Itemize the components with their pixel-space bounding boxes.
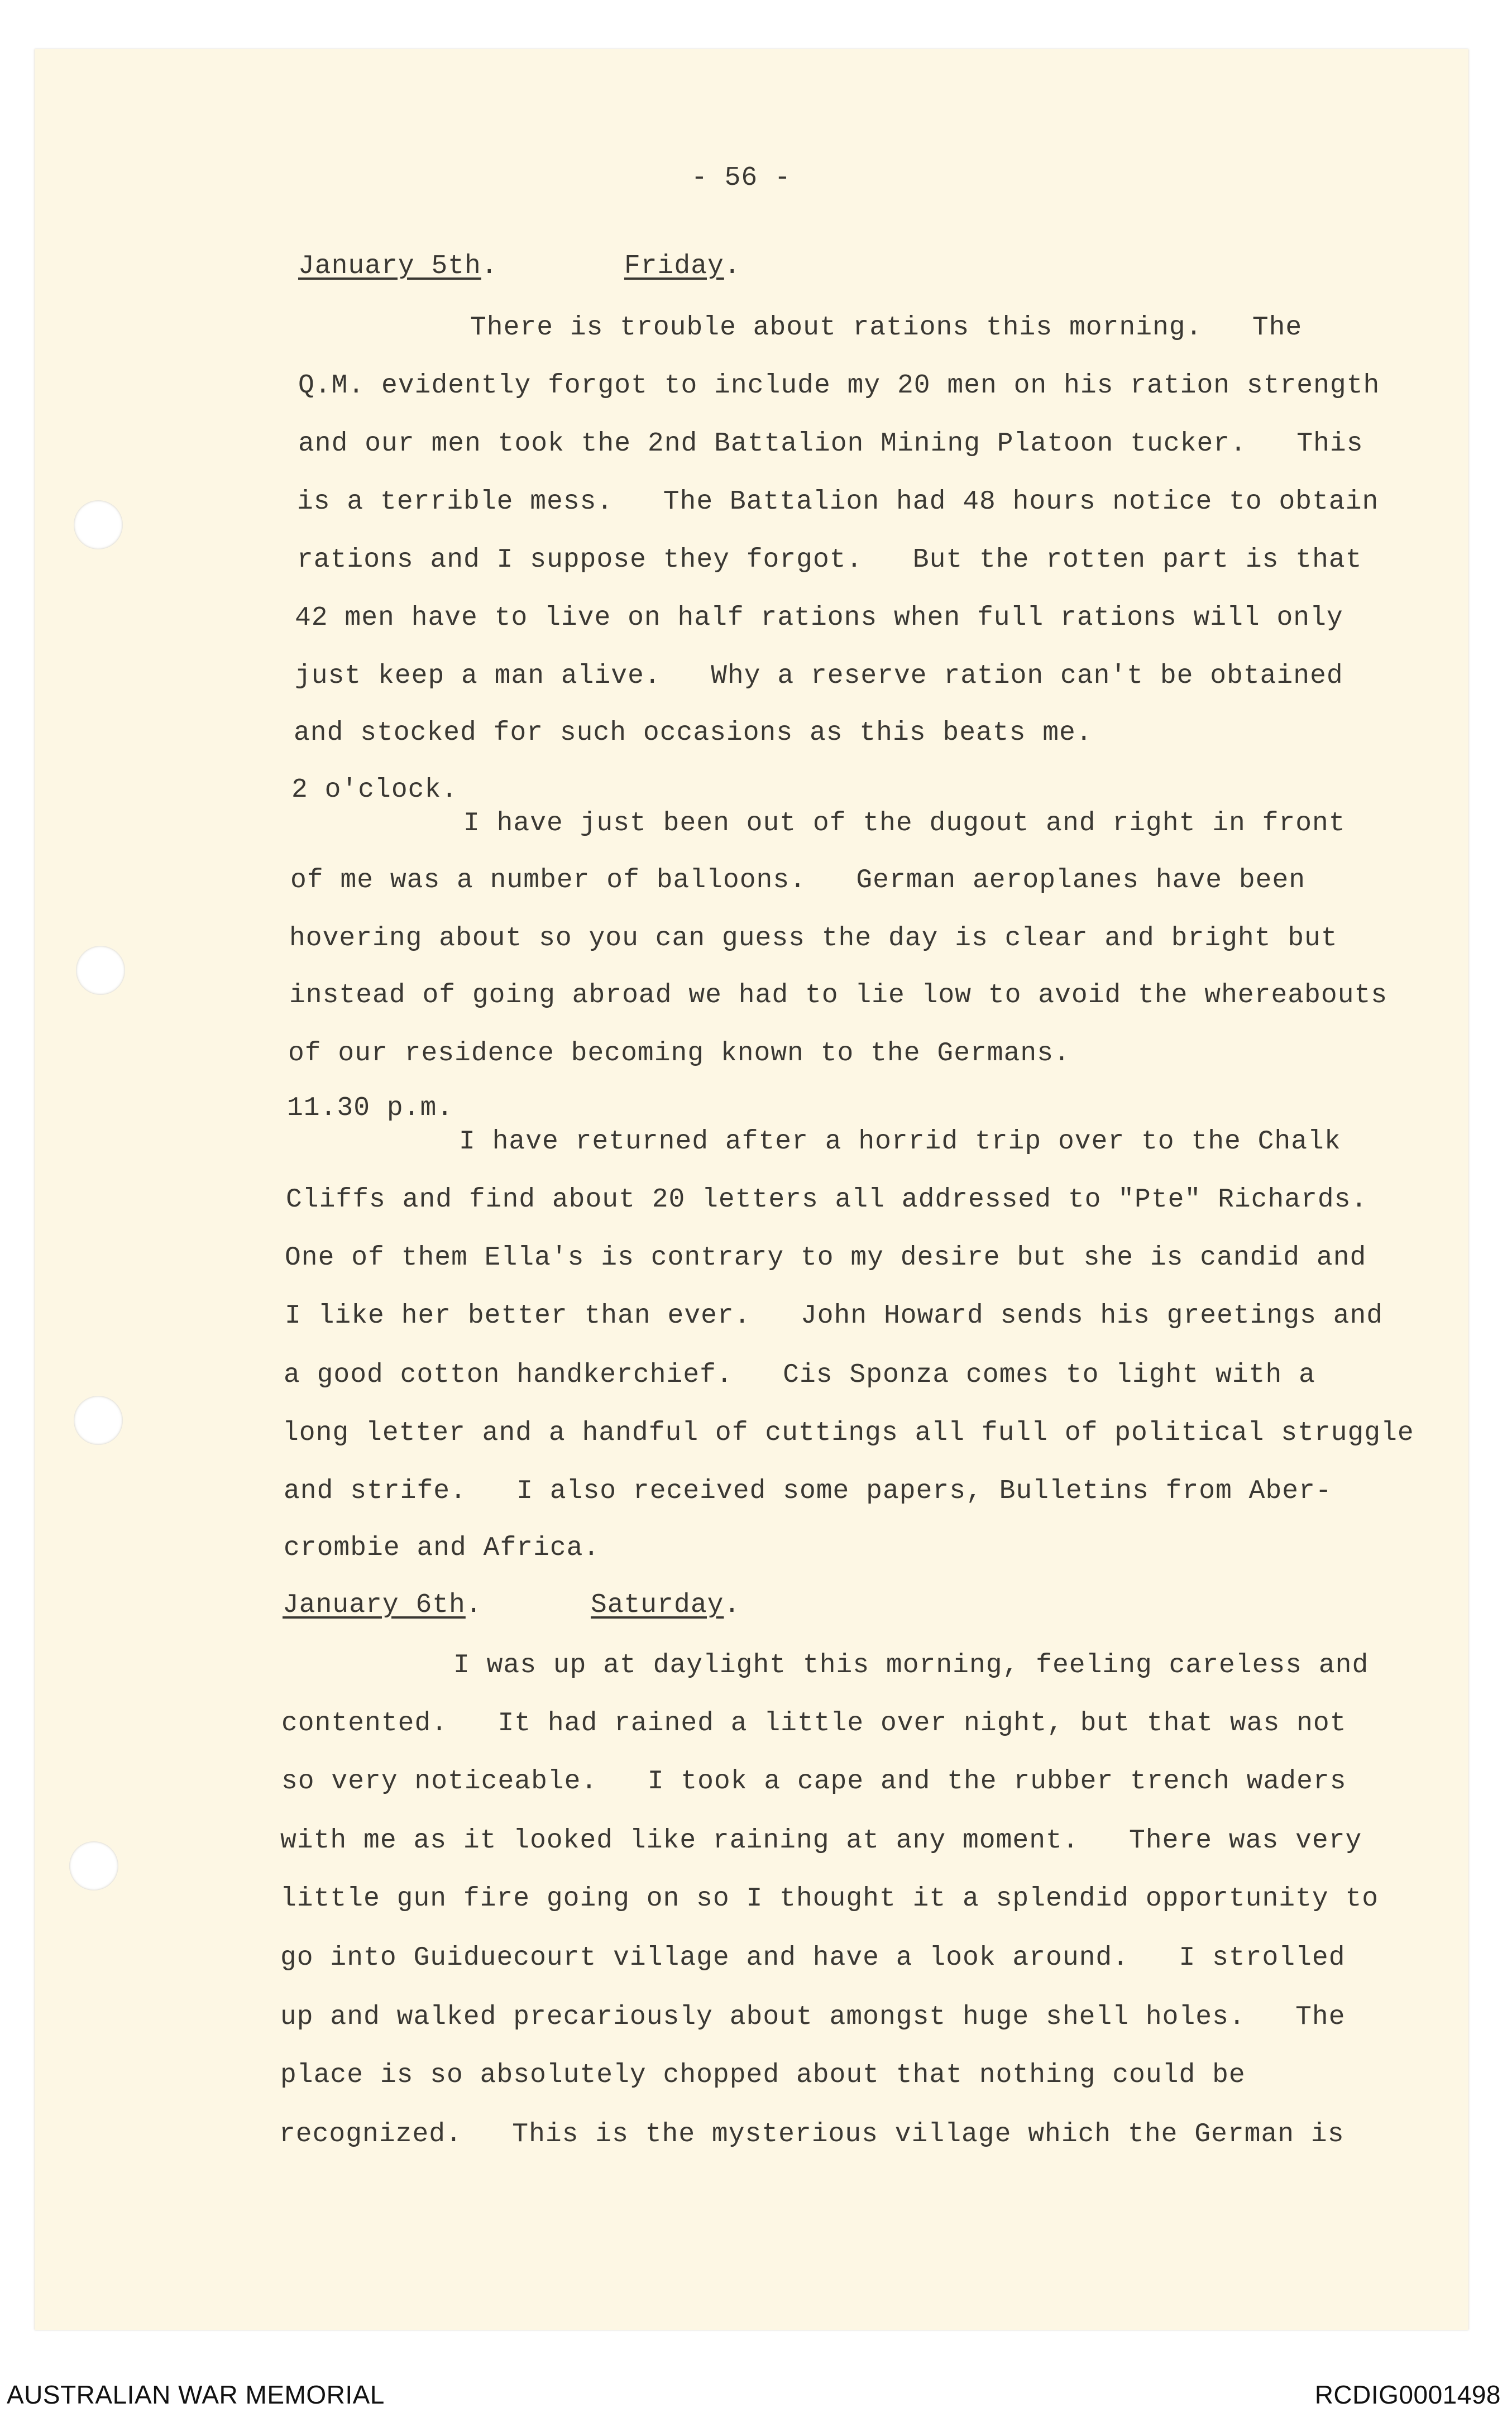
text-line: and stocked for such occasions as this beats me. xyxy=(294,718,1093,748)
text-line: I like her better than ever. John Howard sends his greetings and xyxy=(285,1301,1384,1331)
punch-hole xyxy=(74,1396,123,1445)
punch-hole xyxy=(76,946,125,995)
text-line: go into Guiduecourt village and have a look around. I strolled xyxy=(280,1943,1346,1973)
page-number: - 56 - xyxy=(691,163,791,193)
text-line: crombie and Africa. xyxy=(284,1533,600,1563)
time-heading: 11.30 p.m. xyxy=(287,1093,454,1123)
footer-identifier: RCDIG0001498 xyxy=(1314,2380,1501,2409)
text-line: a good cotton handkerchief. Cis Sponza comes to light with a xyxy=(284,1360,1315,1390)
text-line: I have just been out of the dugout and right in front xyxy=(463,808,1346,839)
text-line: is a terrible mess. The Battalion had 48 hours notice to obtain xyxy=(297,487,1379,517)
text-line: recognized. This is the mysterious village which the German is xyxy=(279,2119,1344,2150)
time-heading: 2 o'clock. xyxy=(291,775,458,805)
text-line: and our men took the 2nd Battalion Mining Platoon tucker. This xyxy=(298,429,1363,459)
text-line: instead of going abroad we had to lie low to avoid the whereabouts xyxy=(289,980,1388,1011)
text-line: One of them Ella's is contrary to my desire but she is candid and xyxy=(285,1243,1367,1273)
text-line: little gun fire going on so I thought it a splendid opportunity to xyxy=(280,1884,1379,1914)
punch-hole xyxy=(74,500,123,549)
text-line: and strife. I also received some papers, Bulletins from Aber- xyxy=(284,1476,1332,1506)
entry-day: Saturday. xyxy=(591,1590,741,1620)
text-line: up and walked precariously about amongst huge shell holes. The xyxy=(280,2002,1346,2032)
text-line: hovering about so you can guess the day is clear and bright but xyxy=(289,923,1338,954)
text-line: 42 men have to live on half rations when full rations will only xyxy=(295,603,1343,633)
text-line: of our residence becoming known to the Germans. xyxy=(288,1038,1070,1069)
text-line: with me as it looked like raining at any moment. There was very xyxy=(280,1826,1362,1856)
text-line: contented. It had rained a little over night, but that was not xyxy=(281,1708,1347,1739)
text-line: There is trouble about rations this morning. The xyxy=(470,313,1303,343)
entry-heading: January 5th. xyxy=(298,251,498,281)
text-line: I have returned after a horrid trip over to the Chalk xyxy=(459,1127,1341,1157)
text-line: so very noticeable. I took a cape and the rubber trench waders xyxy=(281,1767,1347,1797)
text-line: of me was a number of balloons. German aeroplanes have been xyxy=(290,865,1306,896)
text-line: place is so absolutely chopped about that nothing could be xyxy=(280,2060,1246,2090)
text-line: just keep a man alive. Why a reserve ration can't be obtained xyxy=(295,661,1343,691)
entry-heading: January 6th. xyxy=(283,1590,482,1620)
entry-date: January 6th xyxy=(283,1590,466,1620)
text-line: long letter and a handful of cuttings all full of political struggle xyxy=(283,1418,1414,1448)
text-line: I was up at daylight this morning, feeling careless and xyxy=(453,1650,1369,1681)
footer-institution: AUSTRALIAN WAR MEMORIAL xyxy=(7,2380,385,2409)
text-line: Cliffs and find about 20 letters all addressed to "Pte" Richards. xyxy=(286,1185,1368,1215)
entry-day: Friday. xyxy=(624,251,741,281)
text-line: rations and I suppose they forgot. But the rotten part is that xyxy=(297,545,1362,575)
punch-hole xyxy=(69,1841,118,1890)
text-line: Q.M. evidently forgot to include my 20 men on his ration strength xyxy=(298,371,1380,401)
entry-date: January 5th xyxy=(298,251,481,281)
